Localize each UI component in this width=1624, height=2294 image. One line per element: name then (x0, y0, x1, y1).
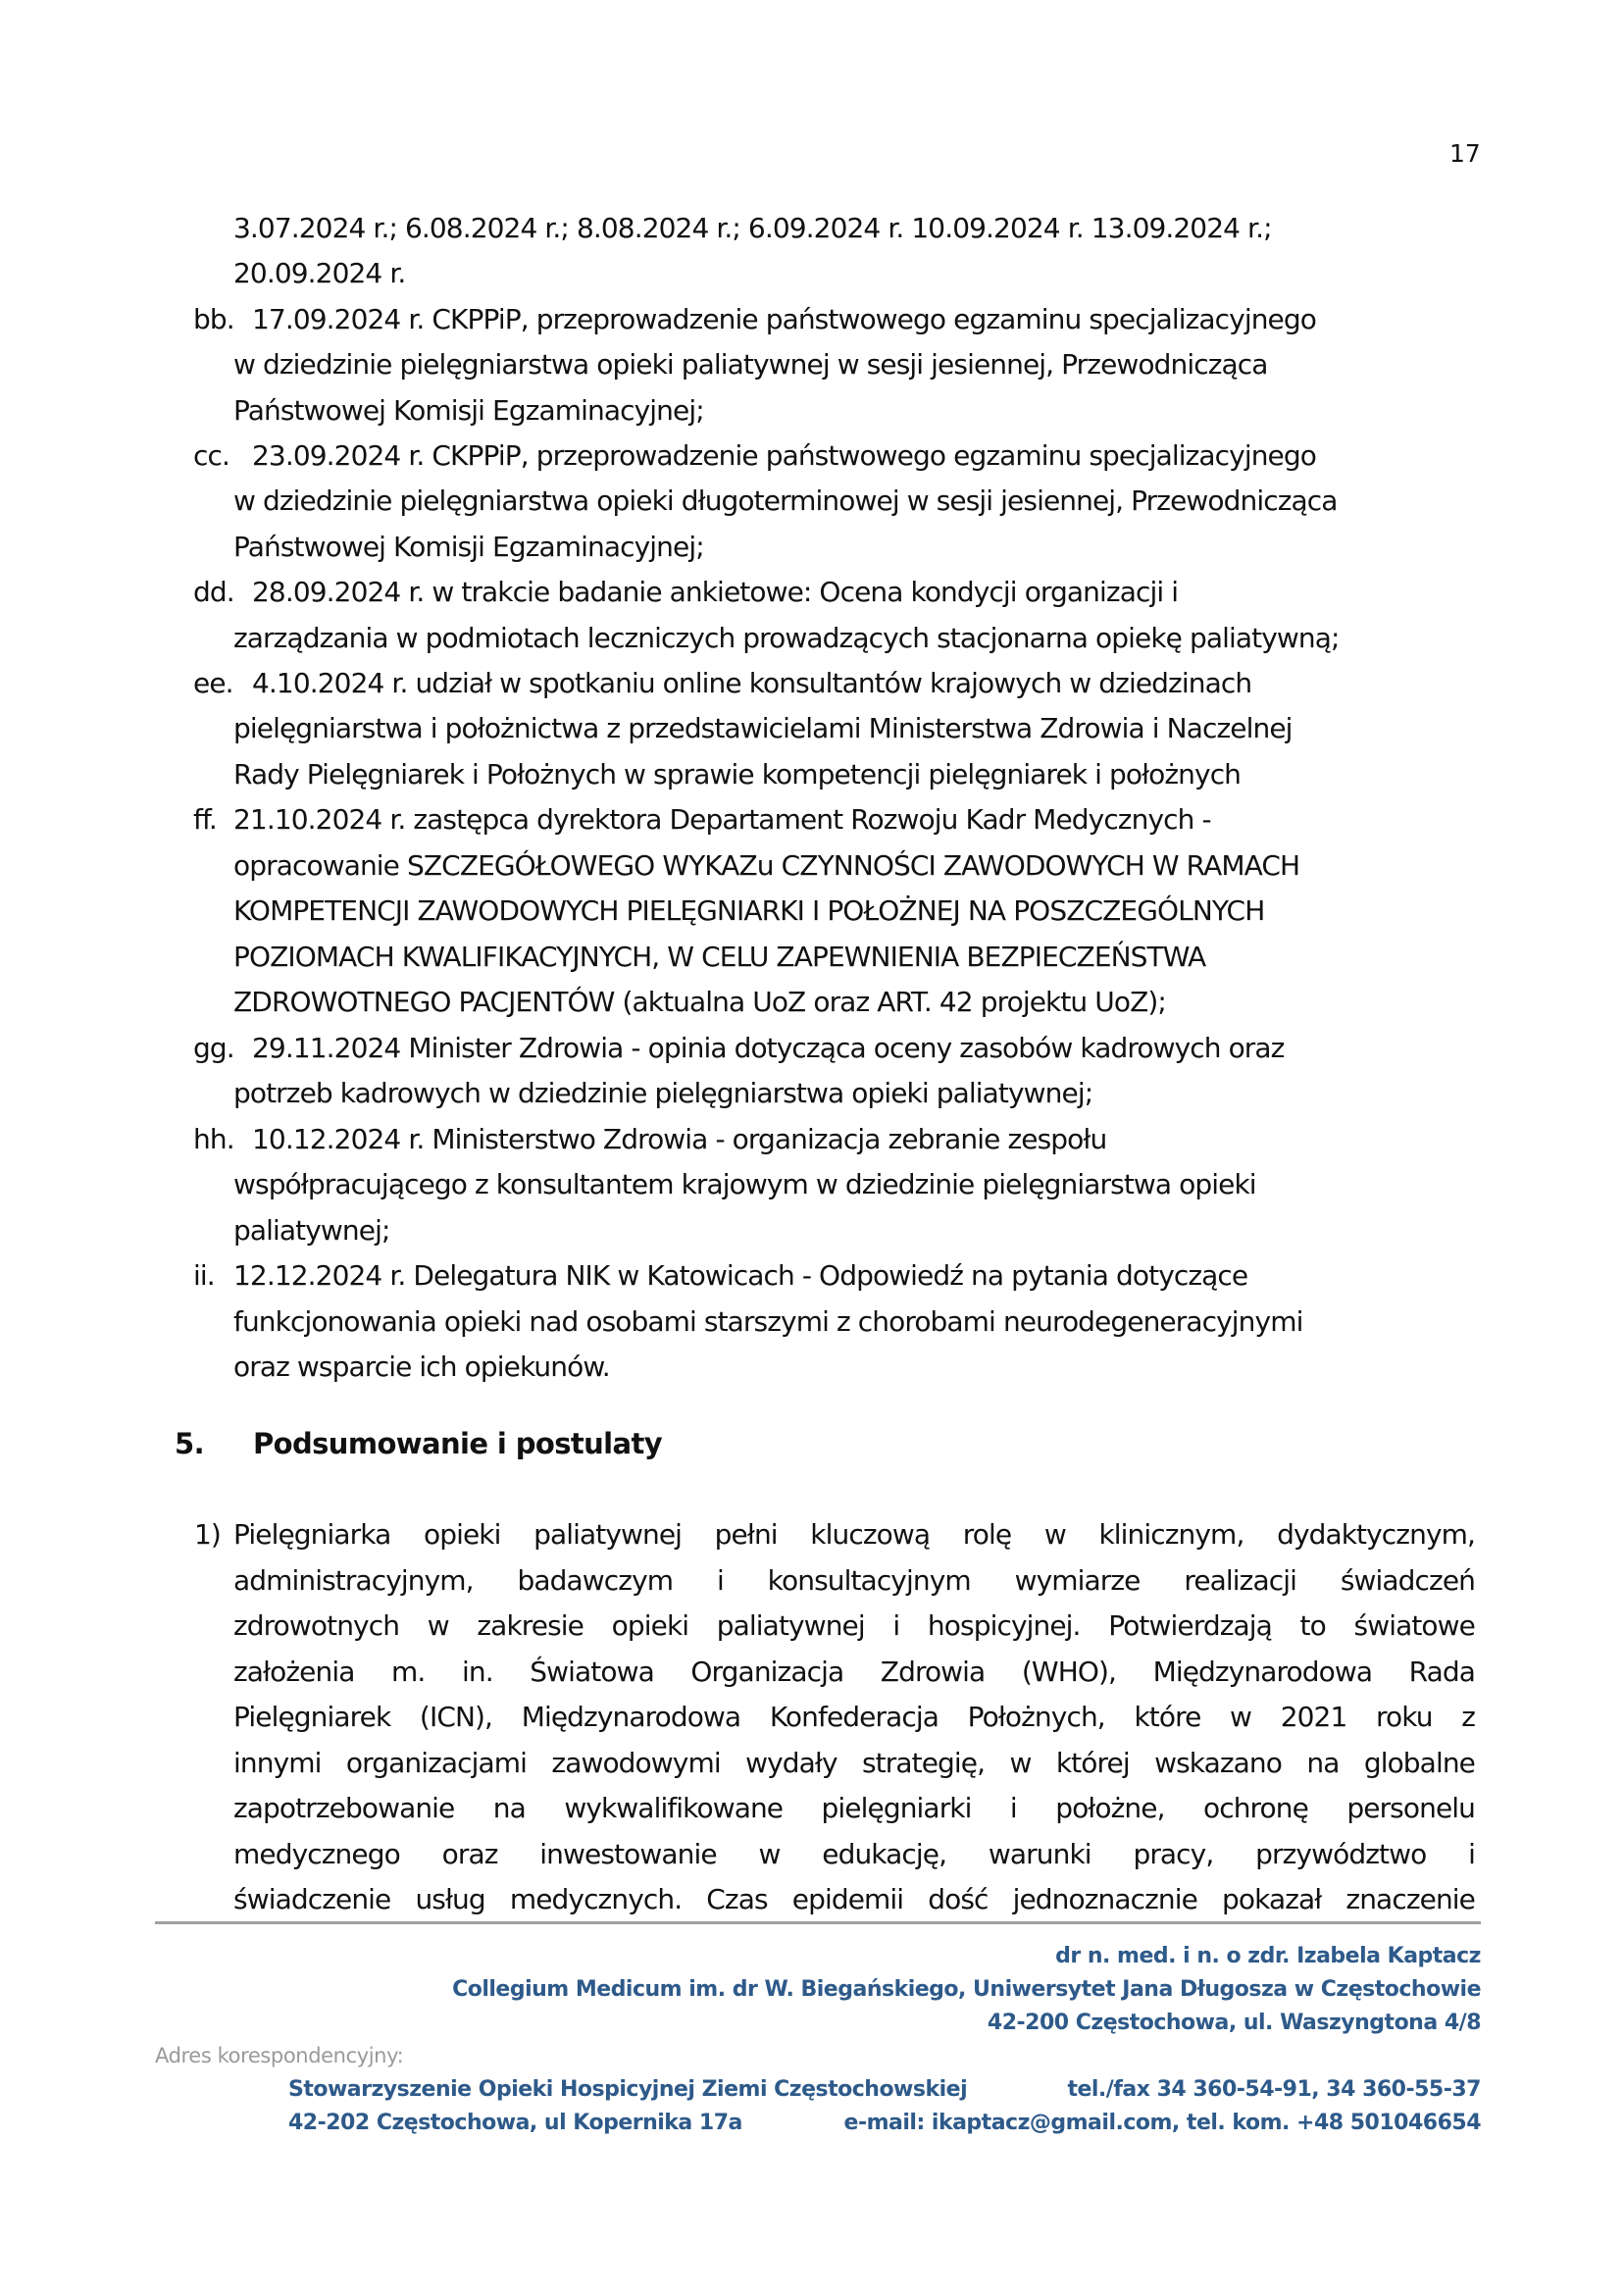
list-line: funkcjonowania opieki nad osobami starszymi z chorobami neurodegeneracyjnymi (233, 1305, 1303, 1338)
list-line: 29.11.2024 Minister Zdrowia - opinia dotycząca oceny zasobów kadrowych oraz (252, 1032, 1285, 1064)
list-line: Rady Pielęgniarek i Położnych w sprawie kompetencji pielęgniarek i położnych (233, 758, 1242, 790)
list-line: 4.10.2024 r. udział w spotkaniu online konsultantów krajowych w dziedzinach (252, 667, 1252, 699)
list-line: POZIOMACH KWALIFIKACYJNYCH, W CELU ZAPEWNIENIA BEZPIECZEŃSTWA (233, 941, 1206, 973)
footer-org-address: 42-202 Częstochowa, ul Kopernika 17a (288, 2111, 742, 2135)
paragraph-line: Pielęgniarka opieki paliatywnej pełni kluczową rolę w klinicznym, dydaktycznym, (233, 1518, 1475, 1551)
footer-institution-address: 42-200 Częstochowa, ul. Waszyngtona 4/8 (987, 2011, 1481, 2035)
list-line: oraz wsparcie ich opiekunów. (233, 1351, 610, 1383)
list-line: Państwowej Komisji Egzaminacyjnej; (233, 531, 704, 563)
footer-author: dr n. med. i n. o zdr. Izabela Kaptacz (1055, 1944, 1481, 1968)
footer-email-phone[interactable]: e-mail: ikaptacz@gmail.com, tel. kom. +48 501046654 (843, 2111, 1481, 2135)
footer-org-name: Stowarzyszenie Opieki Hospicyjnej Ziemi Częstochowskiej (288, 2077, 968, 2102)
paragraph-line: administracyjnym, badawczym i konsultacyjnym wymiarze realizacji świadczeń (233, 1564, 1475, 1597)
list-line: 21.10.2024 r. zastępca dyrektora Departament Rozwoju Kadr Medycznych - (233, 803, 1211, 836)
list-line: 10.12.2024 r. Ministerstwo Zdrowia - organizacja zebranie zespołu (252, 1123, 1107, 1155)
list-line: w dziedzinie pielęgniarstwa opieki długoterminowej w sesji jesiennej, Przewodnicząca (233, 484, 1338, 517)
list-line: 20.09.2024 r. (233, 257, 406, 289)
page-number: 17 (1449, 139, 1481, 168)
list-line: opracowanie SZCZEGÓŁOWEGO WYKAZu CZYNNOŚCI ZAWODOWYCH W RAMACH (233, 849, 1300, 882)
list-line: KOMPETENCJI ZAWODOWYCH PIELĘGNIARKI I POŁOŻNEJ NA POSZCZEGÓLNYCH (233, 894, 1265, 927)
list-marker: ee. (193, 667, 233, 699)
list-line: 12.12.2024 r. Delegatura NIK w Katowicach - Odpowiedź na pytania dotyczące (233, 1259, 1248, 1292)
footer-institution: Collegium Medicum im. dr W. Biegańskiego, Uniwersytet Jana Długosza w Częstochowie (452, 1977, 1481, 2002)
list-line: zarządzania w podmiotach leczniczych prowadzących stacjonarna opiekę paliatywną; (233, 622, 1340, 654)
footer-divider (155, 1921, 1481, 1924)
paragraph-line: innymi organizacjami zawodowymi wydały strategię, w której wskazano na globalne (233, 1747, 1475, 1779)
section-title: Podsumowanie i postulaty (253, 1427, 663, 1460)
paragraph-marker: 1) (194, 1518, 221, 1551)
paragraph-line: świadczenie usług medycznych. Czas epidemii dość jednoznacznie pokazał znaczenie (233, 1883, 1475, 1915)
list-marker: hh. (193, 1123, 234, 1155)
list-line: potrzeb kadrowych w dziedzinie pielęgniarstwa opieki paliatywnej; (233, 1077, 1093, 1109)
list-line: Państwowej Komisji Egzaminacyjnej; (233, 394, 704, 427)
list-line: 28.09.2024 r. w trakcie badanie ankietowe: Ocena kondycji organizacji i (252, 576, 1179, 608)
list-marker: ff. (193, 803, 217, 836)
list-line: w dziedzinie pielęgniarstwa opieki paliatywnej w sesji jesiennej, Przewodnicząca (233, 348, 1268, 381)
list-line: współpracującego z konsultantem krajowym w dziedzinie pielęgniarstwa opieki (233, 1168, 1256, 1200)
paragraph-line: Pielęgniarek (ICN), Międzynarodowa Konfederacja Położnych, które w 2021 roku z (233, 1701, 1475, 1733)
paragraph-line: medycznego oraz inwestowanie w edukację, warunki pracy, przywództwo i (233, 1838, 1475, 1870)
list-marker: gg. (193, 1032, 234, 1064)
paragraph-line: założenia m. in. Światowa Organizacja Zdrowia (WHO), Międzynarodowa Rada (233, 1656, 1475, 1688)
list-marker: dd. (193, 576, 234, 608)
list-marker: cc. (193, 439, 229, 472)
list-marker: bb. (193, 303, 234, 335)
list-line: pielęgniarstwa i położnictwa z przedstawicielami Ministerstwa Zdrowia i Naczelnej (233, 712, 1293, 744)
list-line: 17.09.2024 r. CKPPiP, przeprowadzenie państwowego egzaminu specjalizacyjnego (252, 303, 1316, 335)
footer-correspondence-label: Adres korespondencyjny: (155, 2044, 404, 2067)
list-marker: ii. (193, 1259, 215, 1292)
paragraph-line: zdrowotnych w zakresie opieki paliatywnej i hospicyjnej. Potwierdzają to światowe (233, 1609, 1475, 1642)
list-line: ZDROWOTNEGO PACJENTÓW (aktualna UoZ oraz ART. 42 projektu UoZ); (233, 986, 1166, 1018)
list-line: 3.07.2024 r.; 6.08.2024 r.; 8.08.2024 r.; 6.09.2024 r. 10.09.2024 r. 13.09.2024 r.; (233, 212, 1272, 244)
list-line: paliatywnej; (233, 1214, 390, 1247)
footer-phone-fax: tel./fax 34 360-54-91, 34 360-55-37 (1067, 2077, 1481, 2102)
section-number: 5. (175, 1427, 204, 1460)
list-line: 23.09.2024 r. CKPPiP, przeprowadzenie państwowego egzaminu specjalizacyjnego (252, 439, 1316, 472)
paragraph-line: zapotrzebowanie na wykwalifikowane pielęgniarki i położne, ochronę personelu (233, 1792, 1475, 1824)
